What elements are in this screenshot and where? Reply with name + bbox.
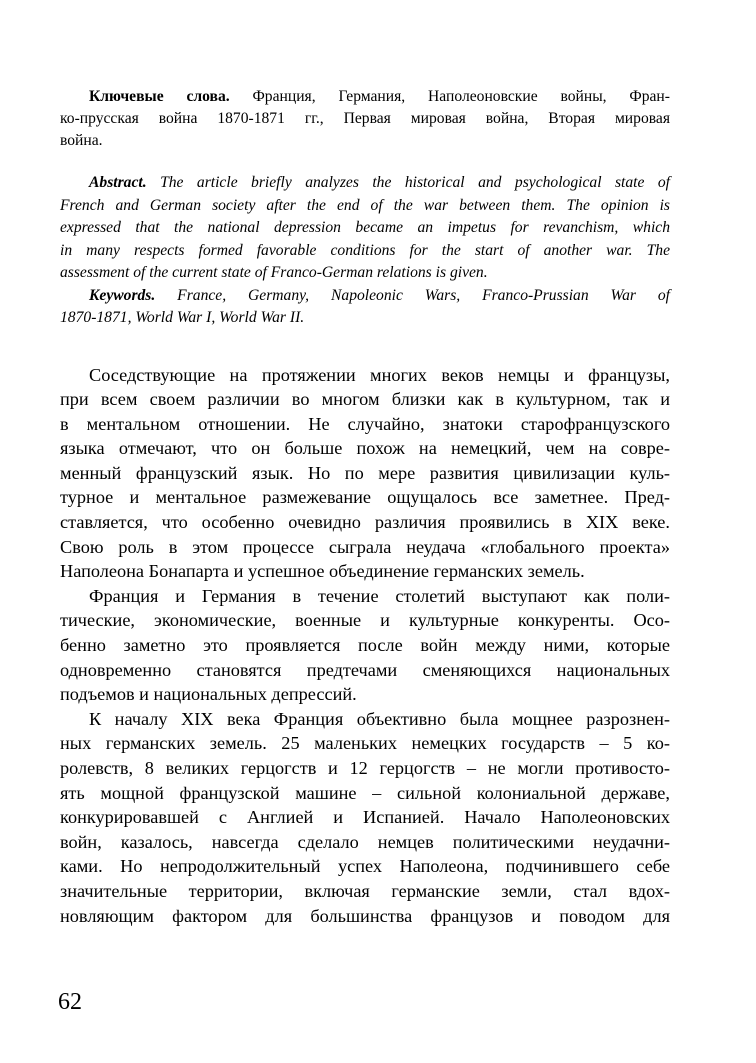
keywords-en-line: Keywords. France, Germany, Napoleonic Wars, Franco-Prussian War of — [89, 286, 670, 304]
text-line: новляющим фактором для большинства французов и поводом для — [60, 905, 670, 926]
text-line: К началу XIX века Франция объективно была мощнее разрознен- — [89, 708, 670, 729]
text-line: подъемов и национальных депрессий. — [60, 684, 357, 705]
text-line: ставляется, что особенно очевидно различия проявились в XIX веке. — [60, 512, 670, 533]
keywords-ru-block — [60, 86, 670, 152]
text-line: в ментальном отношении. Не случайно, знатоки старофранцузского — [60, 413, 670, 434]
body-text — [60, 363, 670, 929]
paragraph — [60, 707, 670, 928]
text-line: Франция и Германия в течение столетий выступают как поли- — [89, 585, 670, 606]
keywords-ru-label: Ключевые слова. — [89, 88, 230, 105]
abstract-label: Abstract. — [89, 174, 147, 191]
abstract-line: French and German society after the end of the war between them. The opinion is — [60, 196, 670, 214]
text-line: значительные территории, включая германские земли, стал вдох- — [60, 880, 670, 901]
paragraph — [60, 363, 670, 584]
text-line: турное и ментальное размежевание ощущалось все заметнее. Пред- — [60, 487, 670, 508]
abstract-line: in many respects formed favorable conditions for the start of another war. The — [60, 241, 670, 259]
paragraph — [60, 584, 670, 707]
abstract-line: Abstract. The article briefly analyzes the historical and psychological state of — [89, 174, 670, 191]
page-content — [60, 86, 670, 928]
text-line: одновременно становятся предтечами сменяющихся национальных — [60, 659, 670, 680]
text-line: языка отмечают, что он больше похож на немецкий, чем на совре- — [60, 438, 670, 459]
keywords-ru-line: война. — [60, 132, 103, 149]
text-line: ять мощной французской машине – сильной колониальной державе, — [60, 782, 670, 803]
text-line: Наполеона Бонапарта и успешное объединение германских земель. — [60, 561, 585, 582]
text-line: тические, экономические, военные и культурные конкуренты. Осо- — [60, 610, 670, 631]
text-line: Соседствующие на протяжении многих веков немцы и французы, — [89, 364, 670, 385]
keywords-en-line: 1870-1871, World War I, World War II. — [60, 309, 305, 326]
text-line: бенно заметно это проявляется после войн между ними, которые — [60, 635, 670, 656]
text-line: ных германских земель. 25 маленьких немецких государств – 5 ко- — [60, 733, 670, 754]
text-line: при всем своем различии во многом близки как в культурном, так и — [60, 389, 670, 410]
abstract-line: assessment of the current state of Franco-German relations is given. — [60, 264, 488, 281]
page-number: 62 — [58, 989, 82, 1015]
text-line: менный французский язык. Но по мере развития цивилизации куль- — [60, 462, 670, 483]
text-line: ками. Но непродолжительный успех Наполеона, подчинившего себе — [60, 856, 670, 877]
keywords-ru-line: Ключевые слова. Франция, Германия, Наполеоновские войны, Фран- — [89, 88, 670, 105]
abstract-line: expressed that the national depression became an impetus for revanchism, which — [60, 219, 670, 236]
text-line: ролевств, 8 великих герцогств и 12 герцогств – не могли противосто- — [60, 758, 670, 778]
keywords-ru-line: ко-прусская война 1870-1871 гг., Первая мировая война, Вторая мировая — [60, 110, 670, 127]
text-line: конкурировавшей с Англией и Испанией. Начало Наполеоновских — [60, 807, 670, 828]
text-line: войн, казалось, навсегда сделало немцев политическими неудачни- — [60, 831, 670, 852]
text-line: Свою роль в этом процессе сыграла неудача «глобального проекта» — [60, 536, 670, 557]
abstract-block — [60, 172, 670, 330]
keywords-en-label: Keywords. — [89, 286, 156, 304]
